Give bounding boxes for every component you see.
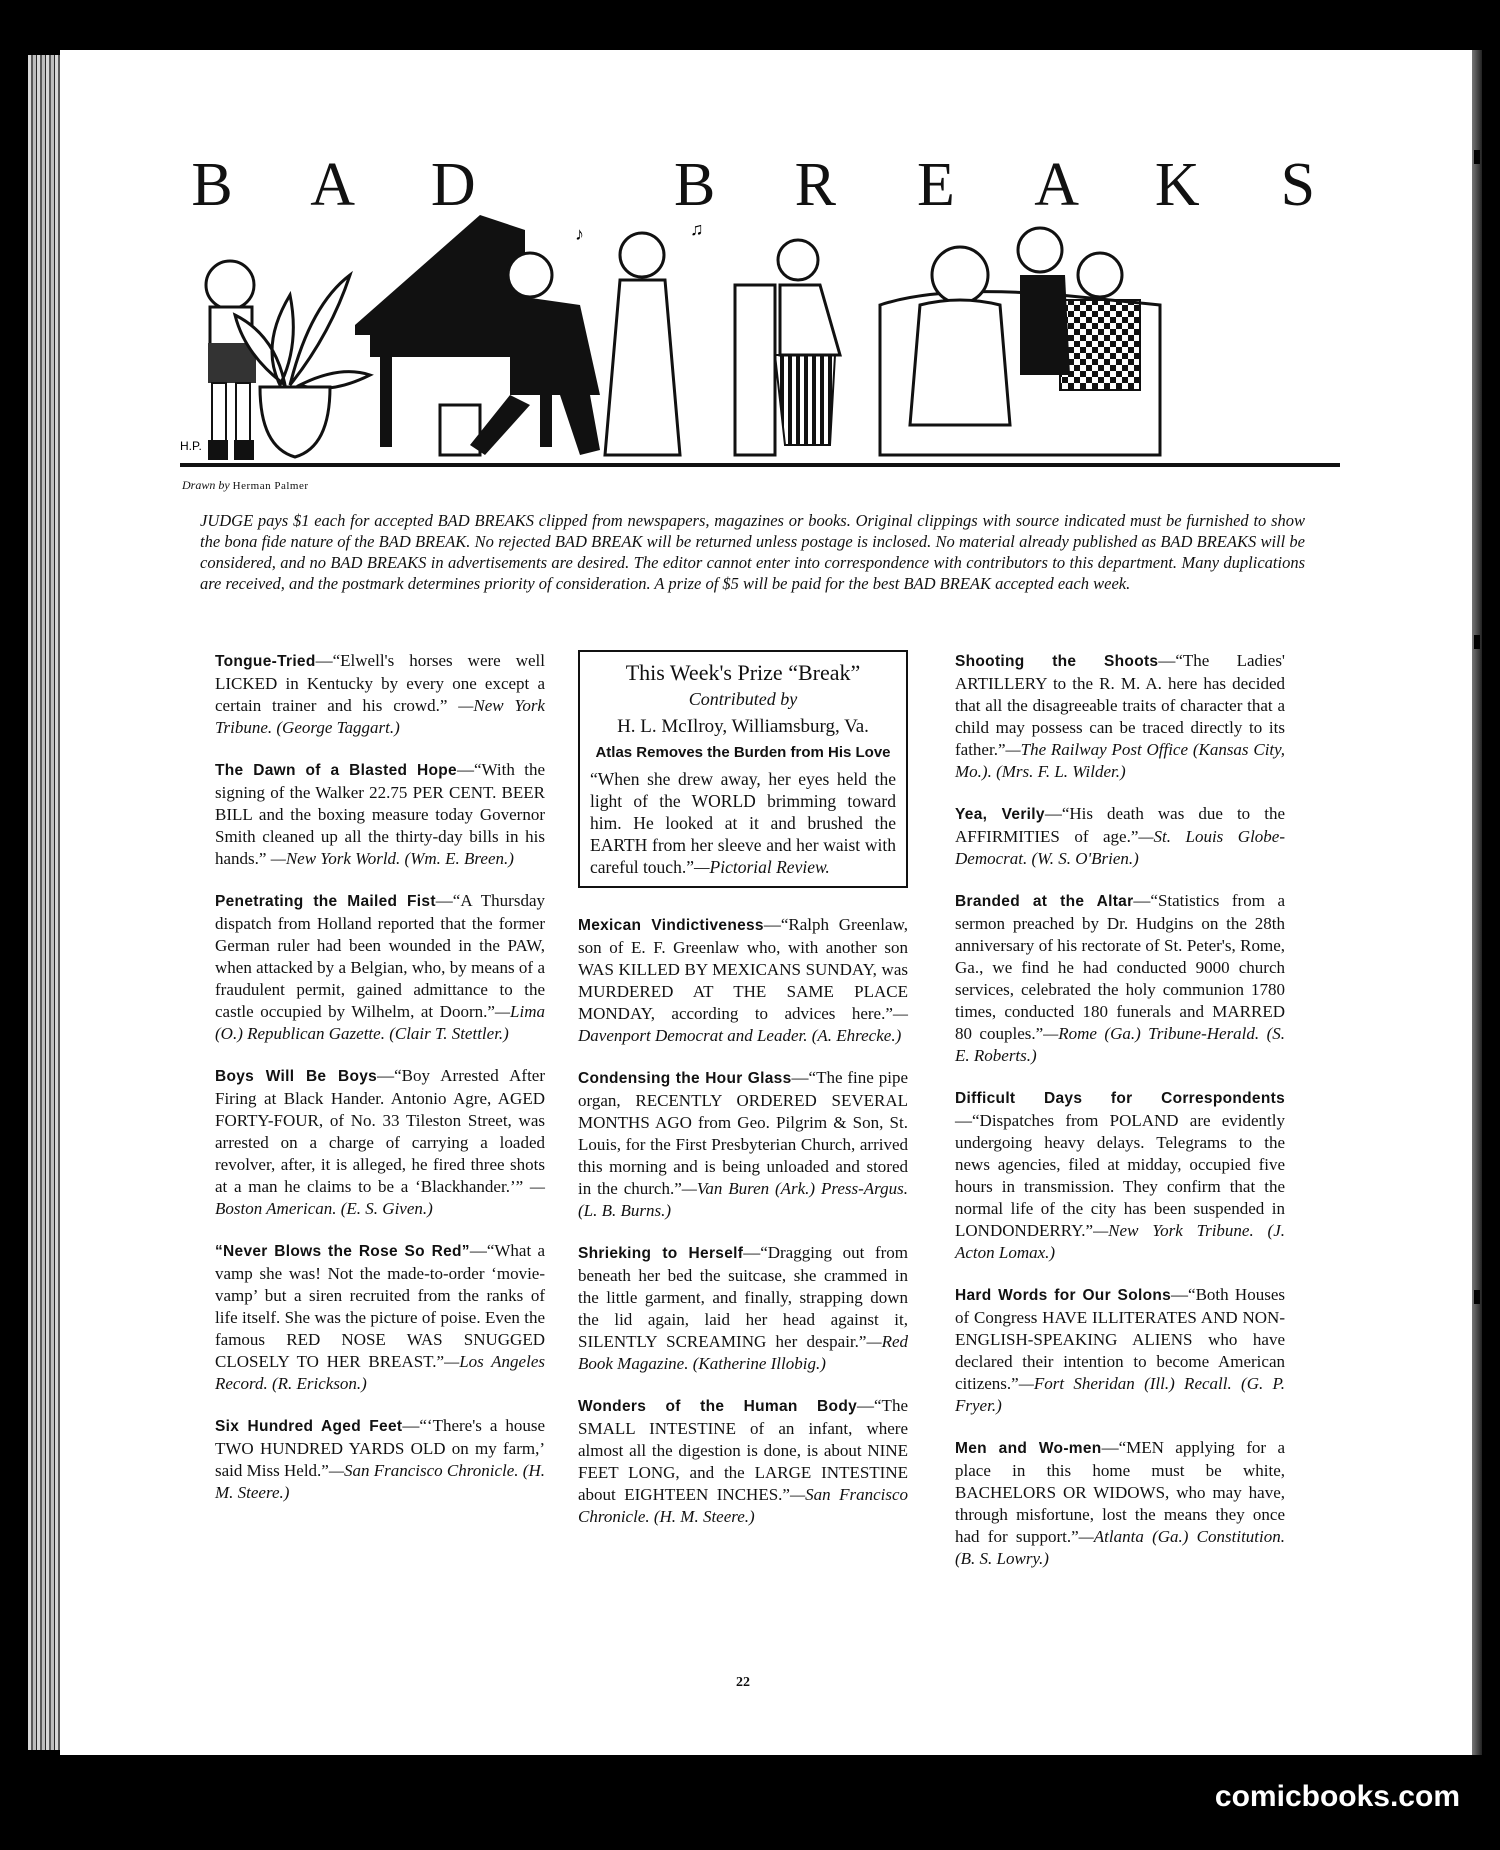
prize-quote: “When she drew away, her eyes held the light of the WORLD brimming toward him. He looked at it and brushed the EARTH from her sleeve and her waist with careful touch.”: [590, 769, 896, 877]
prize-title: Atlas Removes the Burden from His Love: [595, 744, 891, 761]
item-title: Yea, Verily: [955, 806, 1045, 823]
svg-text:♫: ♫: [690, 219, 704, 239]
item-source: —Davenport Democrat and Leader. (A. Ehrecke.): [578, 1004, 908, 1045]
column-right: [955, 650, 1285, 1590]
prize-heading: This Week's Prize “Break”: [625, 660, 861, 685]
bad-break-item: [578, 1242, 908, 1375]
title-gap: [542, 150, 606, 221]
seated-lady: [735, 240, 840, 455]
book-binding: [28, 55, 62, 1750]
title-letter: R: [794, 151, 836, 219]
item-body: —“The Ladies' ARTILLERY to the R. M. A. here has decided that all the disagreeable traits of character that a child may possess can be traced directly to its father.”: [955, 651, 1285, 759]
sofa-group: [880, 228, 1160, 455]
item-body: —“His death was due to the AFFIRMITIES of age.”: [955, 804, 1285, 846]
item-source: —Van Buren (Ark.) Press-Argus. (L. B. Burns.): [578, 1179, 908, 1220]
item-title: Wonders of the Human Body: [578, 1398, 858, 1415]
item-source: —Atlanta (Ga.) Constitution. (B. S. Lowry.): [955, 1527, 1285, 1568]
item-body: —“Both Houses of Congress HAVE ILLITERATES AND NON-ENGLISH-SPEAKING ALIENS who have declared their intention to become American citizens.”: [955, 1285, 1285, 1393]
prize-source: —Pictorial Review.: [693, 857, 830, 877]
item-source: —New York World. (Wm. E. Breen.): [270, 849, 514, 868]
item-title: The Dawn of a Blasted Hope: [215, 762, 457, 779]
item-source: —San Francisco Chronicle. (H. M. Steere.): [215, 1461, 545, 1502]
boy-figure: [206, 261, 256, 460]
prize-box: [578, 650, 908, 888]
item-body: —“Boy Arrested After Firing at Black Hander. Antonio Agre, AGED FORTY-FOUR, of No. 33 Tileston Street, was arrested on a charge of carrying a loaded revolver, after, it is alleged, he fired three shots at a man he claims to be a ‘Blackhander.’”: [215, 1066, 545, 1196]
credit-name: Herman Palmer: [232, 480, 309, 492]
item-title: Condensing the Hour Glass: [578, 1070, 792, 1087]
title-letter: K: [1154, 151, 1200, 219]
column-middle: [578, 650, 908, 1548]
title-letter: S: [1280, 151, 1316, 219]
item-title: Hard Words for Our Solons: [955, 1287, 1172, 1304]
title-letter: B: [191, 151, 233, 219]
bad-break-item: [955, 890, 1285, 1067]
bad-break-item: [955, 1284, 1285, 1417]
item-source: —Rome (Ga.) Tribune-Herald. (S. E. Roberts.): [955, 1024, 1285, 1065]
bad-break-item: [215, 759, 545, 870]
item-body: —“Ralph Greenlaw, son of E. F. Greenlaw who, with another son WAS KILLED BY MEXICANS SUNDAY, was MURDERED AT THE SAME PLACE MONDAY, according to advices here.”: [578, 915, 908, 1023]
credit-prefix: Drawn by: [182, 478, 230, 492]
prize-body: [590, 768, 896, 878]
item-source: —New York Tribune. (J. Acton Lomax.): [955, 1221, 1285, 1262]
title-letter: A: [310, 151, 356, 219]
illustration-credit: [182, 478, 309, 493]
edge-mark: [1474, 1290, 1480, 1304]
item-source: —Boston American. (E. S. Given.): [215, 1177, 545, 1218]
item-title: Mexican Vindictiveness: [578, 917, 764, 934]
bad-break-item: [215, 1415, 545, 1504]
edge-mark: [1474, 635, 1480, 649]
item-body: —“Dispatches from POLAND are evidently undergoing heavy delays. Telegrams to the news agencies, filed at midday, occupied five hours in transmission. They confirm that the normal life of the city has been suspended in LONDONDERRY.”: [955, 1111, 1285, 1240]
item-body: —“Statistics from a sermon preached by Dr. Hudgins on the 28th anniversary of his rectorate of St. Peter's, Rome, Ga., we find he had conducted 9000 church services, celebrated the holy communion 1780 times, conducted 180 funerals and MARRED 80 couples.”: [955, 891, 1285, 1043]
item-source: —The Railway Post Office (Kansas City, Mo.). (Mrs. F. L. Wilder.): [955, 740, 1285, 781]
intro-paragraph: JUDGE pays $1 each for accepted BAD BREAKS clipped from newspapers, magazines or books. Original clippings with source indicated must be furnished to show the bona fide nature of the BAD BREAK. No rejected BAD BREAK will be returned unless postage is inclosed. No material already published as BAD BREAKS will be considered, and no BAD BREAKS in advertisements are desired. The editor cannot enter into correspondence with contributors to this department. Many duplications are received, and the postmark determines priority of consideration. A prize of $5 will be paid for the best BAD BREAK accepted each week.: [200, 511, 1305, 593]
bad-break-item: [215, 1240, 545, 1395]
item-body: —“MEN applying for a place in this home must be white, BACHELORS OR WIDOWS, who may have, through misfortune, lost the means they once had for support.”: [955, 1438, 1286, 1546]
site-watermark: comicbooks.com: [1214, 1780, 1460, 1813]
bad-break-item: [215, 890, 545, 1045]
bad-break-item: [578, 1067, 908, 1222]
item-source: —Los Angeles Record. (R. Erickson.): [215, 1352, 545, 1393]
bad-break-item: [215, 1065, 545, 1220]
header-illustration: [180, 215, 1340, 475]
item-source: —St. Louis Globe-Democrat. (W. S. O'Brien.): [955, 827, 1285, 868]
item-title: Difficult Days for Correspondents: [955, 1090, 1285, 1107]
title-letter: B: [673, 151, 716, 219]
item-body: —“With the signing of the Walker 22.75 PER CENT. BEER BILL and the boxing measure today Governor Smith cleaned up all the thirty-day bills in his hands.”: [215, 760, 546, 868]
prize-contributor: H. L. McIlroy, Williamsburg, Va.: [617, 716, 869, 737]
title-letter: A: [1034, 151, 1079, 219]
item-title: Men and Wo-men: [955, 1440, 1102, 1457]
item-body: —“Elwell's horses were well LICKED in Kentucky by every one except a certain trainer and his crowd.”: [215, 651, 545, 715]
item-body: —“A Thursday dispatch from Holland reported that the former German ruler had been wounded in the PAW, when attacked by a Belgian, who, by means of a fraudulent permit, gained admittance to the castle occupied by Wilhelm, at Doorn.”: [215, 891, 545, 1021]
title-letter: D: [430, 151, 476, 219]
edge-mark: [1474, 150, 1480, 164]
svg-text:♪: ♪: [575, 224, 584, 244]
item-body: —“The fine pipe organ, RECENTLY ORDERED SEVERAL MONTHS AGO from Geo. Pilgrim & Son, St. Louis, for the First Presbyterian Church, arrived this morning and is being unloaded and stored in the church.”: [578, 1068, 908, 1198]
item-body: —“The SMALL INTESTINE of an infant, where almost all the digestion is done, is about NINE FEET LONG, and the LARGE INTESTINE about EIGHTEEN INCHES.”: [578, 1396, 908, 1504]
item-body: —“Dragging out from beneath her bed the suitcase, she crammed in the little garment, and finally, strapping down the lid again, laid her head against it, SILENTLY SCREAMING her despair.”: [578, 1243, 908, 1351]
item-source: —Fort Sheridan (Ill.) Recall. (G. P. Fryer.): [955, 1374, 1285, 1415]
item-title: Shrieking to Herself: [578, 1245, 744, 1262]
page-number: 22: [736, 1675, 750, 1690]
item-source: —Red Book Magazine. (Katherine Illobig.): [578, 1332, 908, 1373]
bad-break-item: [955, 803, 1285, 870]
item-title: Shooting the Shoots: [955, 653, 1159, 670]
page-title: [180, 150, 1330, 221]
item-body: —“What a vamp she was! Not the made-to-order ‘movie-vamp’ but a siren recruited from the ranks of life itself. She was the picture of poise. Even the famous RED NOSE WAS SNUGGED CLOSELY TO HER BREAST.”: [215, 1241, 545, 1371]
bad-break-item: [578, 1395, 908, 1528]
item-title: Tongue-Tried: [215, 653, 316, 670]
prize-contributed-label: Contributed by: [688, 689, 798, 709]
bad-break-item: [955, 1437, 1285, 1570]
item-title: Six Hundred Aged Feet: [215, 1418, 403, 1435]
item-body: —“‘There's a house TWO HUNDRED YARDS OLD on my farm,’ said Miss Held.”: [215, 1416, 545, 1480]
bad-break-item: [578, 914, 908, 1047]
item-title: “Never Blows the Rose So Red”: [215, 1243, 470, 1260]
title-letter: E: [917, 151, 955, 219]
item-source: —San Francisco Chronicle. (H. M. Steere.): [578, 1485, 908, 1526]
bad-break-item: [955, 650, 1285, 783]
column-left: [215, 650, 545, 1524]
item-source: —New York Tribune. (George Taggart.): [215, 696, 545, 737]
item-source: —Lima (O.) Republican Gazette. (Clair T. Stettler.): [215, 1002, 545, 1043]
page-edge: [1472, 50, 1482, 1755]
bad-break-item: [215, 650, 545, 739]
bad-break-item: [955, 1087, 1285, 1264]
svg-text:H.P.: H.P.: [180, 439, 202, 453]
item-title: Boys Will Be Boys: [215, 1068, 378, 1085]
item-title: Penetrating the Mailed Fist: [215, 893, 436, 910]
item-title: Branded at the Altar: [955, 893, 1134, 910]
